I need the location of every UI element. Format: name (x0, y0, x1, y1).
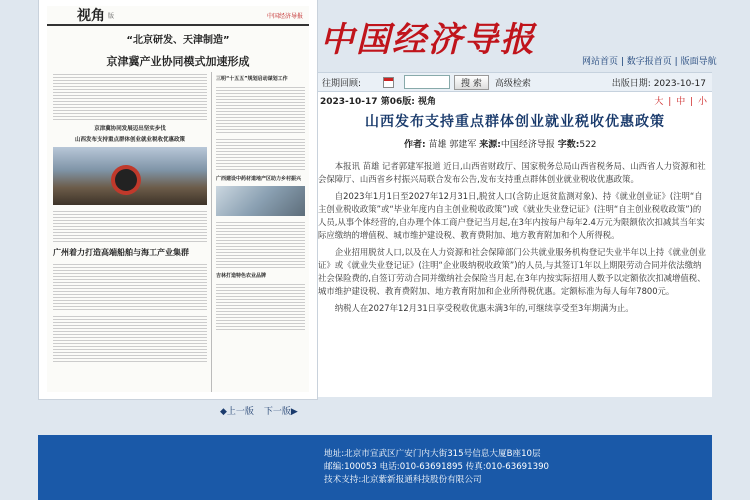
article-meta-row (318, 92, 712, 107)
site-home-link[interactable]: 网站首页 (582, 57, 619, 67)
page-brand: 中国经济导报 (266, 12, 303, 20)
side-photo (216, 186, 305, 216)
right-column (212, 72, 309, 392)
page-name: 视角 (77, 8, 105, 24)
paragraph: 企业招用脱贫人口,以及在人力资源和社会保障部门公共就业服务机构登记失业半年以上持《就业创业证》或《就业失业登记证》(注明“企业吸纳税收政策”)的人员,与其签订1年以上期限劳动合同并依法缴纳社会保险费的,自签订劳动合同并缴纳社会保险当月起,在3年内按实际招用人数予以定额依次扣减增值税、城市维护建设税、教育费附加、地方教育附加和企业所得税优惠。定额标准为每人每年7800元。 (318, 247, 706, 296)
source: 中国经济导报 (500, 140, 555, 150)
top-links: 网站首页 | 数字报首页 | 版面导航 (582, 57, 717, 67)
footer-contact: 邮编:100053 电话:010-63691895 传真:010-63691390 (324, 462, 550, 472)
text-block (53, 209, 207, 243)
text-block (53, 314, 207, 362)
footer-support: 技术支持:北京紫新报通科技股份有限公司 (324, 475, 482, 485)
left-column (47, 72, 212, 392)
newspaper-page-preview[interactable] (38, 0, 318, 400)
lead-headline-2[interactable]: 京津冀产业协同模式加速形成 (106, 55, 250, 68)
lead-headline-1[interactable]: “北京研发、天津制造” (126, 35, 230, 46)
sub-headline-2[interactable]: 山西发布支持重点群体创业就业税收优惠政策 (74, 137, 185, 143)
publish-date: 出版日期: 2023-10-17 (611, 78, 706, 89)
font-size-mid[interactable]: 中 (676, 97, 687, 107)
news-photo (53, 147, 207, 205)
archive-label: 往期回顾: (322, 78, 362, 89)
font-size-big[interactable]: 大 (654, 97, 665, 107)
page-name-sub: 版 (108, 12, 115, 20)
site-footer (38, 435, 712, 500)
side-headline-3[interactable]: 吉林打造特色农业品牌 (216, 273, 267, 279)
advanced-search-link[interactable]: 高级检索 (494, 78, 531, 89)
prev-page-link[interactable]: ◆上一版 (220, 407, 254, 417)
newspaper-page-image[interactable] (47, 6, 309, 392)
article-meta: 2023-10-17 第06版: 视角 (320, 97, 436, 107)
text-block (216, 85, 305, 133)
search-button[interactable]: 搜 索 (454, 75, 489, 90)
search-bar (318, 72, 712, 92)
word-count: 522 (579, 140, 597, 150)
next-page-link[interactable]: 下一版▶ (263, 407, 298, 417)
font-size-switcher: 大 | 中 | 小 (654, 97, 708, 107)
article-panel (318, 92, 712, 397)
text-block (53, 262, 207, 310)
text-block (216, 137, 305, 171)
epaper-home-link[interactable]: 数字报首页 (626, 57, 672, 67)
text-block (216, 282, 305, 330)
site-logo[interactable]: 中国经济导报 (320, 20, 536, 60)
footer-address: 地址:北京市宣武区广安门内大街315号信息大厦B座10层 (324, 449, 541, 459)
headline-guangzhou[interactable]: 广州着力打造高端船舶与海工产业集群 (53, 248, 189, 257)
search-input[interactable] (404, 75, 450, 89)
paragraph: 自2023年1月1日至2027年12月31日,脱贫人口(含防止返贫监测对象)、持《就业创业证》(注明“自主创业税收政策”或“毕业年度内自主创业税收政策”)或《就业失业登记证》(注明“自主创业税收政策”)的人员,从事个体经营的,自办理个体工商户登记当月起,在3年内按每户每年2.4万元为限额依次扣减其当年实际应缴纳的增值税、城市维护建设税、教育费附加、地方教育附加和个人所得税。 (318, 191, 705, 240)
side-headline-2[interactable]: 广西建设中药材道地产区助力乡村振兴 (216, 176, 302, 182)
page-guide-link[interactable]: 版面导航 (680, 57, 717, 67)
article-title: 山西发布支持重点群体创业就业税收优惠政策 (365, 114, 665, 130)
article-body (318, 160, 712, 315)
text-block (216, 220, 305, 268)
calendar-icon[interactable] (383, 77, 394, 88)
page-navigation (220, 404, 298, 417)
author: 苗雄 郭建军 (428, 140, 477, 150)
text-block (53, 72, 207, 120)
font-size-small[interactable]: 小 (697, 97, 708, 107)
paragraph: 纳税人在2027年12月31日享受税收优惠未满3年的,可继续享受至3年期满为止。 (334, 303, 634, 313)
page-header (47, 6, 309, 26)
article-byline: 作者: 苗雄 郭建军 来源:中国经济导报 字数:522 (404, 140, 597, 150)
side-headline-1[interactable]: 三明“十五五”规划启动谋划工作 (216, 76, 288, 82)
sub-headline-1[interactable]: 京津冀协同发展迈出坚实步伐 (94, 126, 166, 132)
paragraph: 本报讯 苗雄 记者郭建军报道 近日,山西省财政厅、国家税务总局山西省税务局、山西省人力资源和社会保障厅、山西省乡村振兴局联合发布公告,发布支持重点群体创业就业税收优惠政策。 (318, 161, 706, 184)
